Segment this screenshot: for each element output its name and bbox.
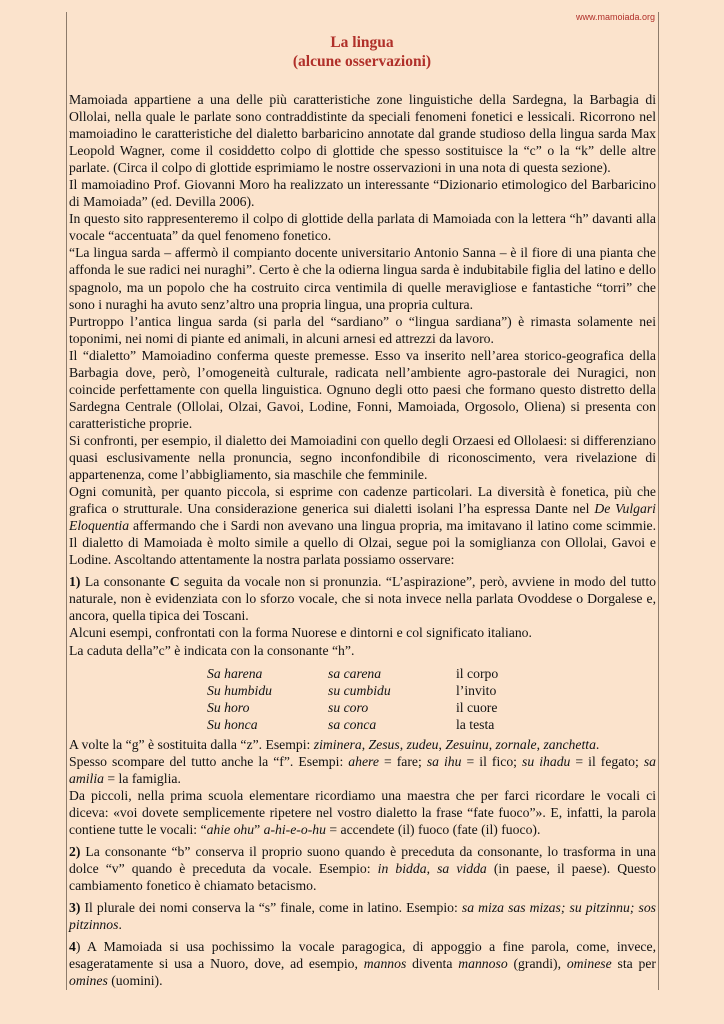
site-url[interactable]: www.mamoiada.org (575, 12, 655, 22)
paragraph: Da piccoli, nella prima scuola elementare ricordiamo una maestra che per farci ricordare le vocali ci diceva: «voi dovete semplicemente ripetere nel vostro dialetto la frase “fate fuoco”». E, infatti, la parola contiene tutte le vocali: “ahie ohu” a-hi-e-o-hu = accendete (il) fuoco (fate (il) fuoco). (69, 787, 656, 837)
example-row: Sa harena sa carena il corpo (207, 665, 499, 681)
paragraph: A volte la “g” è sostituita dalla “z”. Esempi: ziminera, Zesus, zudeu, Zesuinu, zornale, zanchetta. (69, 736, 600, 752)
paragraph: Si confronti, per esempio, il dialetto dei Mamoiadini con quello degli Orzaesi ed Ollolaesi: si differenziano quasi esclusivamente nella pronuncia, segno inconfondibile di riconoscimento, vera rivelazione di appartenenza, come l’abbigliamento, sia maschile che femminile. (69, 432, 656, 483)
section-number: 3) (69, 900, 81, 916)
section-1: 1) La consonante C seguita da vocale non si pronunzia. “L’aspirazione”, però, avviene in modo del tutto naturale, non è evidenziata con lo sforzo vocale, che si nota invece nella parlata Ovoddese o Dorgalese e, ancora, quella tipica dei Toscani. (69, 574, 657, 624)
title-line-1: La lingua (330, 34, 394, 51)
examples-table (207, 665, 656, 733)
section-number: 4 (69, 939, 76, 955)
paragraph: Purtroppo l’antica lingua sarda (si parla del “sardiano” o “lingua sardiana”) è rimasta solamente nei toponimi, nei nomi di piante ed animali, in alcuni arnesi ed attrezzi da lavoro. (69, 313, 656, 346)
paragraph: Alcuni esempi, confrontati con la forma Nuorese e dintorni e col significato italiano. (69, 625, 532, 641)
example-row: Su horo su coro il cuore (207, 699, 498, 715)
section-3: 3) Il plurale dei nomi conserva la “s” finale, come in latino. Esempio: sa miza sas mizas; su pitzinnu; sos pitzinnos. (69, 900, 656, 933)
example-row: Su humbidu su cumbidu l’invito (207, 682, 497, 698)
section-2: 2) La consonante “b” conserva il proprio suono quando è preceduta da consonante, lo trasforma in una dolce “v” quando è preceduta da vocale. Esempio: in bidda, sa vidda (in paese, il paese). Questo cambiamento fonetico è chiamato betacismo. (69, 844, 657, 894)
work-title: De Vulgari Eloquentia (69, 501, 656, 534)
paragraph: In questo sito rappresenteremo il colpo di glottide della parlata di Mamoiada con la lettera “h” davanti alla vocale “accentuata” da quel fenomeno fonetico. (69, 211, 656, 244)
paragraph: Spesso scompare del tutto anche la “f”. Esempi: ahere = fare; sa ihu = il fico; su ihadu = il fegato; sa amilia = la famiglia. (69, 753, 656, 786)
right-margin-rule (658, 12, 659, 990)
paragraph: “La lingua sarda – affermò il compianto docente universitario Antonio Sanna – è il fiore di una pianta che affonda le sue radici nei nuraghi”. Certo è che la odierna lingua sarda è indubitabile figlia del latino e dello spagnolo, ma un popolo che ha costruito circa ventimila di quelle meravigliose e fantastiche “torri” che sono i nuraghi ha avuto senz’altro una propria lingua, una propria cultura. (69, 245, 656, 312)
paragraph: La caduta della”c” è indicata con la consonante “h”. (69, 642, 355, 658)
section-number: 2) (69, 844, 81, 860)
paragraph: Mamoiada appartiene a una delle più caratteristiche zone linguistiche della Sardegna, la Barbagia di Ollolai, nella quale le parlate sono contraddistinte da speciali fenomeni fonetici e lessicali. Ricorrono nel mamoiadino le caratteristiche del dialetto barbaricino annotate dal grande studioso della lingua sarda Max Leopold Wagner, come il cosiddetto colpo di glottide che spesso sostituisce la “c” o la “k” delle altre parlate. (Circa il colpo di glottide esprimiamo le nostre osservazioni in una nota di questa sezione). (69, 92, 656, 176)
article-body (69, 91, 656, 989)
paragraph: Il mamoiadino Prof. Giovanni Moro ha realizzato un interessante “Dizionario etimologico del Barbaricino di Mamoiada” (ed. Devilla 2006). (69, 177, 656, 210)
title-line-2: (alcune osservazioni) (292, 53, 432, 70)
page-title (66, 33, 658, 71)
example-row: Su honca sa conca la testa (207, 716, 495, 732)
left-margin-rule (66, 12, 67, 990)
section-number: 1) (69, 574, 81, 590)
section-4: 4) A Mamoiada si usa pochissimo la vocale paragogica, di appoggio a fine parola, come, invece, esageratamente si usa a Nuoro, dove, ad esempio, mannos diventa mannoso (grandi), ominese sta per omines (uomini). (69, 939, 656, 989)
paragraph: Il “dialetto” Mamoiadino conferma queste premesse. Esso va inserito nell’area storico-geografica della Barbagia dove, però, l’omogeneità culturale, radicata nell’ambiente agro-pastorale dei Nuragici, non coincide perfettamente con quella linguistica. Ognuno degli otto paesi che formano questo distretto della Sardegna Centrale (Ollolai, Olzai, Gavoi, Lodine, Fonni, Mamoiada, Orgosolo, Oliena) si presenta con caratteristiche proprie. (69, 347, 656, 431)
paragraph: Ogni comunità, per quanto piccola, si esprime con cadenze particolari. La diversità è fonetica, più che grafica o strutturale. Una considerazione generica sui dialetti isolani l’ha espressa Dante nel De Vulgari Eloquentia affermando che i Sardi non avevano una lingua propria, ma imitavano il latino come scimmie. Il dialetto di Mamoiada è molto simile a quello di Olzai, segue poi la somiglianza con Ollolai, Gavoi e Lodine. Ascoltando attentamente la nostra parlata possiamo osservare: (69, 484, 656, 568)
